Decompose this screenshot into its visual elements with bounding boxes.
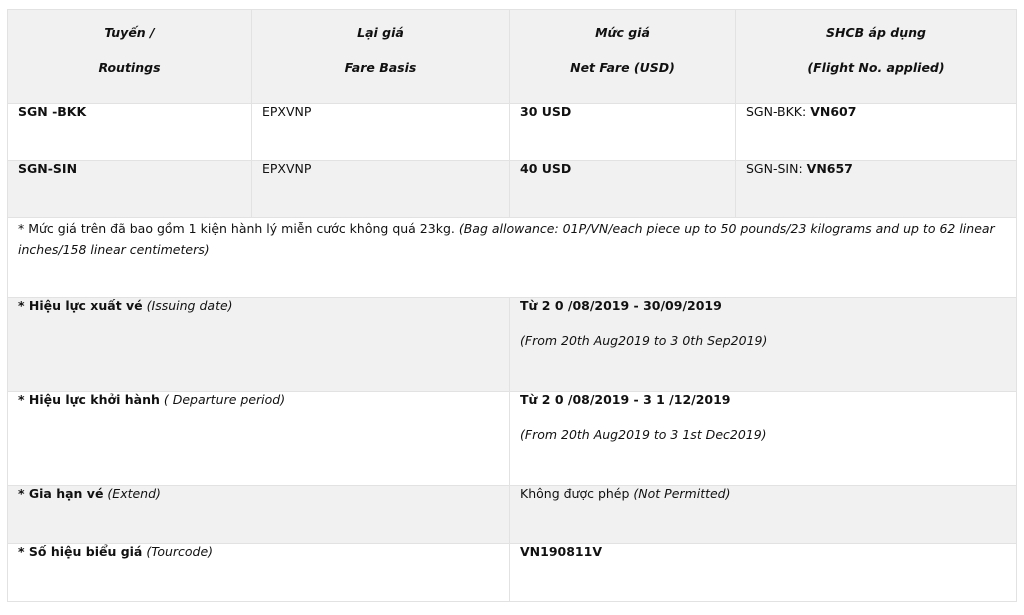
table-row [8, 104, 1017, 161]
header-routing [8, 10, 252, 104]
fare-basis-cell: EPXVNP [252, 161, 510, 218]
header-fare-basis-en: Fare Basis [344, 60, 417, 75]
header-flight-vi: SHCB áp dụng [826, 25, 926, 40]
tourcode-row [8, 544, 1017, 602]
header-net-fare [510, 10, 736, 104]
net-fare-cell: 30 USD [510, 104, 736, 161]
baggage-note: * Mức giá trên đã bao gồm 1 kiện hành lý miễn cước không quá 23kg. (Bag allowance: 01P/VN/each piece up to 50 pounds/23 kilograms and up to 62 linear inches/158 linear centimeters) [8, 218, 1017, 298]
departure-period-row [8, 392, 1017, 486]
route-cell: SGN-SIN [8, 161, 252, 218]
departure-label: * Hiệu lực khởi hành ( Departure period) [8, 392, 510, 486]
table-row [8, 161, 1017, 218]
fare-basis-cell: EPXVNP [252, 104, 510, 161]
fare-table [7, 9, 1017, 602]
departure-value: Từ 2 0 /08/2019 - 3 1 /12/2019 (From 20th Aug2019 to 3 1st Dec2019) [510, 392, 1017, 486]
issuing-value: Từ 2 0 /08/2019 - 30/09/2019 (From 20th Aug2019 to 3 0th Sep2019) [510, 298, 1017, 392]
header-row [8, 10, 1017, 104]
extend-label: * Gia hạn vé (Extend) [8, 486, 510, 544]
issuing-date-row [8, 298, 1017, 392]
issuing-label: * Hiệu lực xuất vé (Issuing date) [8, 298, 510, 392]
header-routing-en: Routings [98, 60, 161, 75]
tourcode-label: * Số hiệu biểu giá (Tourcode) [8, 544, 510, 602]
route-cell: SGN -BKK [8, 104, 252, 161]
header-fare-basis [252, 10, 510, 104]
baggage-note-row [8, 218, 1017, 298]
header-net-fare-en: Net Fare (USD) [570, 60, 675, 75]
flight-cell: SGN-BKK: VN607 [736, 104, 1017, 161]
header-net-fare-vi: Mức giá [595, 25, 650, 40]
net-fare-cell: 40 USD [510, 161, 736, 218]
header-routing-vi: Tuyến / [104, 25, 155, 40]
extend-row [8, 486, 1017, 544]
header-fare-basis-vi: Lại giá [357, 25, 404, 40]
header-flight-en: (Flight No. applied) [807, 60, 945, 75]
flight-cell: SGN-SIN: VN657 [736, 161, 1017, 218]
header-flight [736, 10, 1017, 104]
extend-value: Không được phép (Not Permitted) [510, 486, 1017, 544]
tourcode-value: VN190811V [510, 544, 1017, 602]
